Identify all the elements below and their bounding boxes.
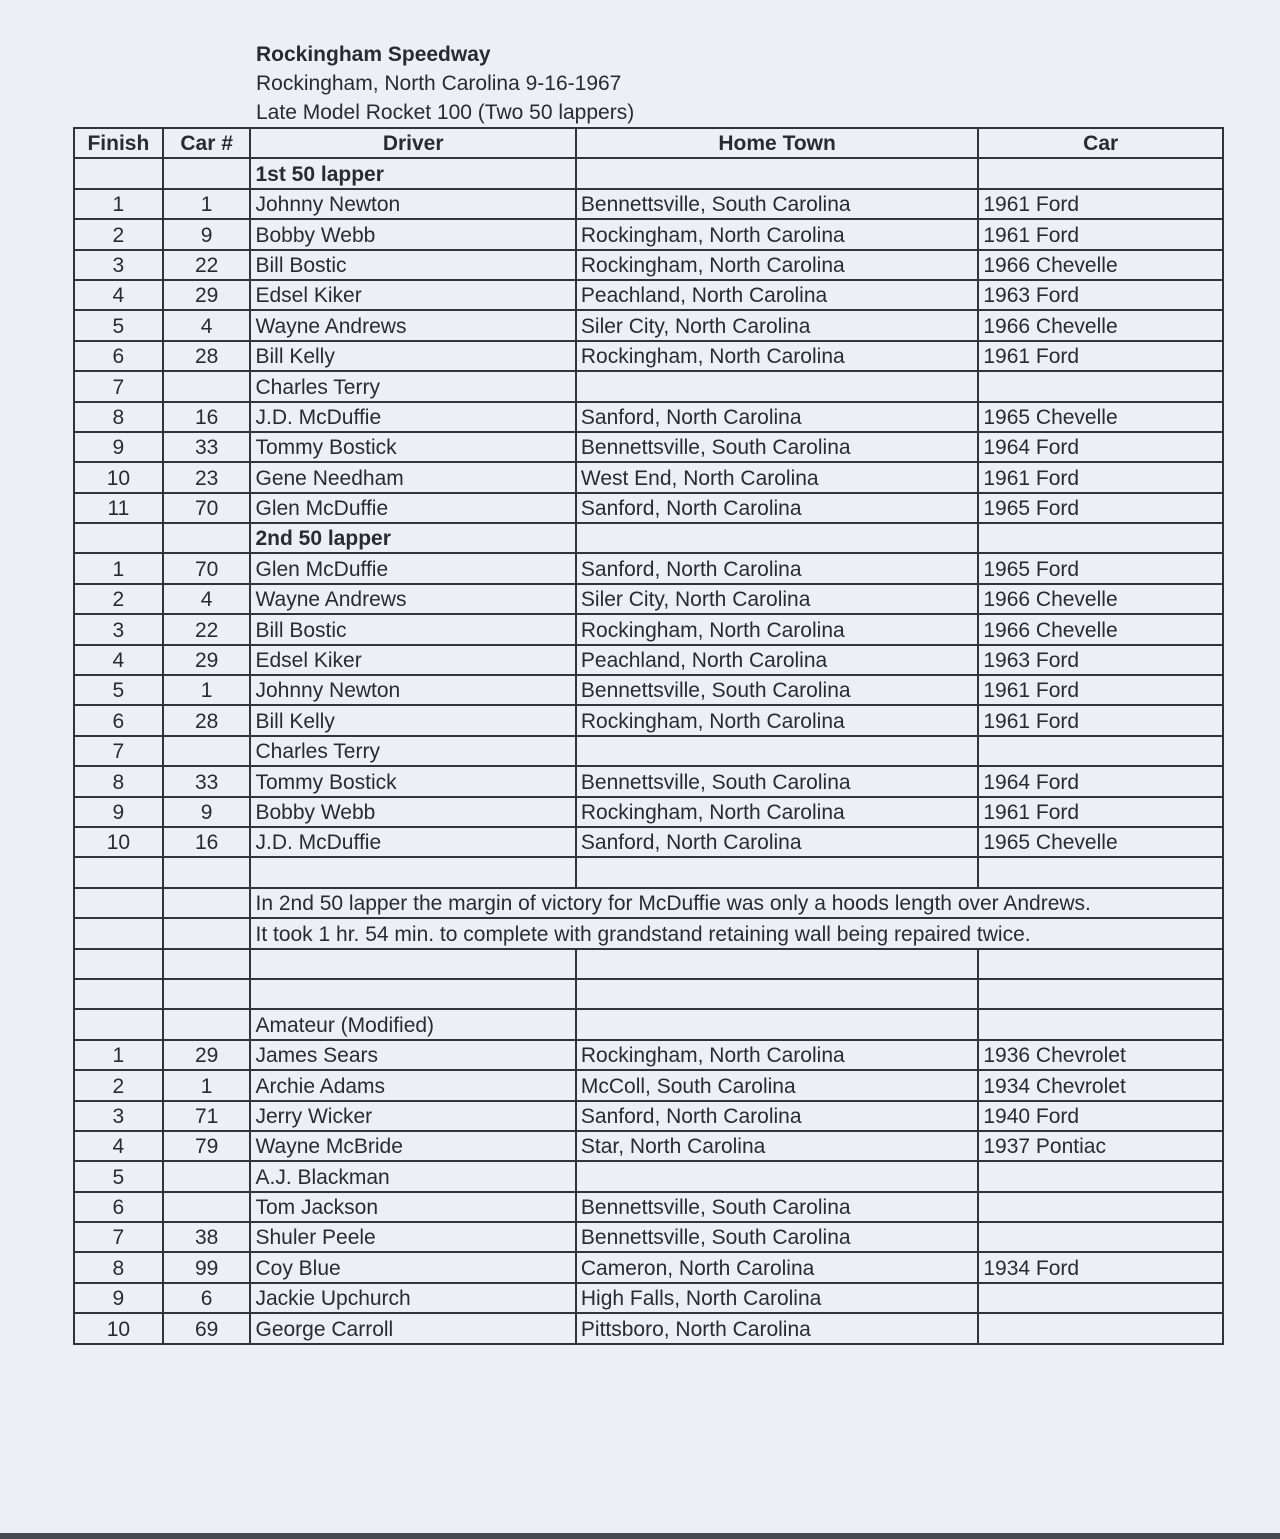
table-row	[74, 1040, 1223, 1070]
driver-cell: Bill Bostic	[250, 614, 575, 644]
home-town-cell: Peachland, North Carolina	[576, 645, 978, 675]
finish-cell: 8	[74, 402, 163, 432]
driver-cell: Tom Jackson	[250, 1192, 575, 1222]
car-number-cell: 71	[163, 1101, 251, 1131]
car-number-cell: 1	[163, 189, 251, 219]
finish-cell: 9	[74, 432, 163, 462]
empty-cell	[163, 979, 251, 1009]
finish-cell: 11	[74, 493, 163, 523]
column-header-finish: Finish	[74, 128, 163, 158]
finish-cell: 9	[74, 1283, 163, 1313]
finish-cell: 8	[74, 766, 163, 796]
car-number-cell: 22	[163, 614, 251, 644]
empty-cell	[74, 949, 163, 979]
table-row	[74, 705, 1223, 735]
car-number-cell: 23	[163, 462, 251, 492]
empty-cell	[978, 857, 1223, 887]
section-row	[74, 158, 1223, 188]
home-town-cell: Bennettsville, South Carolina	[576, 432, 978, 462]
empty-cell	[74, 918, 163, 948]
car-cell: 1964 Ford	[978, 432, 1223, 462]
table-row	[74, 219, 1223, 249]
driver-cell: Bobby Webb	[250, 219, 575, 249]
empty-cell	[978, 979, 1223, 1009]
column-header-home-town: Home Town	[576, 128, 978, 158]
empty-cell	[250, 857, 575, 887]
table-row	[74, 1252, 1223, 1282]
table-row	[74, 1161, 1223, 1191]
car-cell: 1961 Ford	[978, 462, 1223, 492]
car-number-cell: 9	[163, 797, 251, 827]
finish-cell: 4	[74, 1131, 163, 1161]
car-number-cell: 6	[163, 1283, 251, 1313]
home-town-cell: Rockingham, North Carolina	[576, 341, 978, 371]
car-cell: 1961 Ford	[978, 675, 1223, 705]
finish-cell: 5	[74, 675, 163, 705]
driver-cell: Glen McDuffie	[250, 553, 575, 583]
home-town-cell: Bennettsville, South Carolina	[576, 675, 978, 705]
empty-cell	[978, 523, 1223, 553]
location-date: Rockingham, North Carolina 9-16-1967	[256, 72, 622, 95]
table-row	[74, 280, 1223, 310]
home-town-cell: Peachland, North Carolina	[576, 280, 978, 310]
car-number-cell: 33	[163, 432, 251, 462]
finish-cell: 6	[74, 341, 163, 371]
car-number-cell: 70	[163, 553, 251, 583]
finish-cell: 9	[74, 797, 163, 827]
finish-cell: 3	[74, 1101, 163, 1131]
driver-cell: A.J. Blackman	[250, 1161, 575, 1191]
empty-cell	[163, 918, 251, 948]
document-header	[256, 40, 634, 127]
finish-cell: 2	[74, 219, 163, 249]
finish-cell: 5	[74, 1161, 163, 1191]
car-number-cell	[163, 1161, 251, 1191]
car-cell: 1965 Ford	[978, 493, 1223, 523]
driver-cell: Charles Terry	[250, 371, 575, 401]
empty-cell	[163, 888, 251, 918]
car-cell	[978, 736, 1223, 766]
table-row	[74, 1313, 1223, 1343]
driver-cell: Edsel Kiker	[250, 645, 575, 675]
driver-cell: J.D. McDuffie	[250, 402, 575, 432]
car-cell	[978, 1161, 1223, 1191]
empty-cell	[576, 979, 978, 1009]
finish-cell: 4	[74, 645, 163, 675]
table-row	[74, 250, 1223, 280]
finish-cell: 7	[74, 371, 163, 401]
column-header-car: Car	[978, 128, 1223, 158]
table-row	[74, 614, 1223, 644]
section-label: 2nd 50 lapper	[250, 523, 575, 553]
driver-cell: Edsel Kiker	[250, 280, 575, 310]
driver-cell: Shuler Peele	[250, 1222, 575, 1252]
note-row	[74, 918, 1223, 948]
car-number-cell: 4	[163, 310, 251, 340]
driver-cell: Wayne Andrews	[250, 584, 575, 614]
empty-cell	[250, 949, 575, 979]
car-number-cell: 22	[163, 250, 251, 280]
car-cell: 1961 Ford	[978, 705, 1223, 735]
driver-cell: Jerry Wicker	[250, 1101, 575, 1131]
car-cell: 1963 Ford	[978, 280, 1223, 310]
finish-cell: 7	[74, 1222, 163, 1252]
table-row	[74, 1222, 1223, 1252]
driver-cell: Glen McDuffie	[250, 493, 575, 523]
home-town-cell: Sanford, North Carolina	[576, 1101, 978, 1131]
table-row	[74, 797, 1223, 827]
driver-cell: Wayne Andrews	[250, 310, 575, 340]
blank-row	[74, 949, 1223, 979]
car-cell: 1961 Ford	[978, 189, 1223, 219]
car-number-cell: 16	[163, 402, 251, 432]
blank-row	[74, 857, 1223, 887]
empty-cell	[978, 1009, 1223, 1039]
car-number-cell: 29	[163, 1040, 251, 1070]
driver-cell: Wayne McBride	[250, 1131, 575, 1161]
column-header-driver: Driver	[250, 128, 575, 158]
home-town-cell: Siler City, North Carolina	[576, 310, 978, 340]
car-number-cell: 1	[163, 675, 251, 705]
empty-cell	[163, 158, 251, 188]
car-cell	[978, 1192, 1223, 1222]
car-number-cell: 29	[163, 645, 251, 675]
home-town-cell	[576, 1161, 978, 1191]
car-cell: 1964 Ford	[978, 766, 1223, 796]
finish-cell: 3	[74, 250, 163, 280]
car-cell: 1961 Ford	[978, 341, 1223, 371]
car-number-cell: 38	[163, 1222, 251, 1252]
section-row	[74, 1009, 1223, 1039]
empty-cell	[576, 949, 978, 979]
car-cell: 1936 Chevrolet	[978, 1040, 1223, 1070]
car-cell: 1966 Chevelle	[978, 584, 1223, 614]
car-cell: 1961 Ford	[978, 219, 1223, 249]
finish-cell: 10	[74, 827, 163, 857]
driver-cell: Charles Terry	[250, 736, 575, 766]
home-town-cell: Sanford, North Carolina	[576, 493, 978, 523]
driver-cell: Tommy Bostick	[250, 766, 575, 796]
car-cell	[978, 1222, 1223, 1252]
table-row	[74, 584, 1223, 614]
home-town-cell: Rockingham, North Carolina	[576, 1040, 978, 1070]
column-header-car-number: Car #	[163, 128, 251, 158]
home-town-cell: Rockingham, North Carolina	[576, 614, 978, 644]
home-town-cell: Bennettsville, South Carolina	[576, 766, 978, 796]
finish-cell: 7	[74, 736, 163, 766]
finish-cell: 1	[74, 1040, 163, 1070]
driver-cell: Johnny Newton	[250, 189, 575, 219]
home-town-cell: Rockingham, North Carolina	[576, 705, 978, 735]
home-town-cell	[576, 371, 978, 401]
home-town-cell: West End, North Carolina	[576, 462, 978, 492]
driver-cell: Johnny Newton	[250, 675, 575, 705]
home-town-cell: Bennettsville, South Carolina	[576, 1222, 978, 1252]
car-number-cell: 33	[163, 766, 251, 796]
empty-cell	[74, 888, 163, 918]
empty-cell	[576, 158, 978, 188]
finish-cell: 10	[74, 462, 163, 492]
car-number-cell: 28	[163, 705, 251, 735]
home-town-cell: McColl, South Carolina	[576, 1070, 978, 1100]
car-cell: 1934 Chevrolet	[978, 1070, 1223, 1100]
table-row	[74, 402, 1223, 432]
table-row	[74, 493, 1223, 523]
finish-cell: 6	[74, 1192, 163, 1222]
car-number-cell: 79	[163, 1131, 251, 1161]
finish-cell: 6	[74, 705, 163, 735]
note-row	[74, 888, 1223, 918]
finish-cell: 3	[74, 614, 163, 644]
car-cell: 1940 Ford	[978, 1101, 1223, 1131]
section-label: Amateur (Modified)	[250, 1009, 575, 1039]
results-table	[73, 127, 1224, 1345]
table-row	[74, 553, 1223, 583]
car-number-cell	[163, 1192, 251, 1222]
empty-cell	[576, 523, 978, 553]
empty-cell	[74, 857, 163, 887]
driver-cell: Bobby Webb	[250, 797, 575, 827]
finish-cell: 10	[74, 1313, 163, 1343]
empty-cell	[576, 857, 978, 887]
section-row	[74, 523, 1223, 553]
finish-cell: 2	[74, 1070, 163, 1100]
home-town-cell: Bennettsville, South Carolina	[576, 1192, 978, 1222]
table-row	[74, 1131, 1223, 1161]
car-cell: 1937 Pontiac	[978, 1131, 1223, 1161]
table-row	[74, 675, 1223, 705]
car-number-cell	[163, 371, 251, 401]
table-row	[74, 462, 1223, 492]
car-number-cell: 29	[163, 280, 251, 310]
car-cell	[978, 1283, 1223, 1313]
empty-cell	[74, 158, 163, 188]
home-town-cell: Rockingham, North Carolina	[576, 219, 978, 249]
home-town-cell: Sanford, North Carolina	[576, 553, 978, 583]
section-label: 1st 50 lapper	[250, 158, 575, 188]
table-row	[74, 1283, 1223, 1313]
blank-row	[74, 979, 1223, 1009]
car-number-cell: 69	[163, 1313, 251, 1343]
table-row	[74, 341, 1223, 371]
car-number-cell: 99	[163, 1252, 251, 1282]
finish-cell: 5	[74, 310, 163, 340]
driver-cell: Jackie Upchurch	[250, 1283, 575, 1313]
car-cell: 1966 Chevelle	[978, 310, 1223, 340]
car-cell	[978, 1313, 1223, 1343]
table-row	[74, 736, 1223, 766]
note-text: In 2nd 50 lapper the margin of victory for McDuffie was only a hoods length over Andrews.	[250, 888, 1223, 918]
car-number-cell: 4	[163, 584, 251, 614]
car-cell: 1963 Ford	[978, 645, 1223, 675]
table-row	[74, 310, 1223, 340]
bottom-edge-bar	[0, 1533, 1280, 1539]
home-town-cell: Sanford, North Carolina	[576, 827, 978, 857]
car-number-cell: 16	[163, 827, 251, 857]
empty-cell	[163, 1009, 251, 1039]
finish-cell: 1	[74, 189, 163, 219]
finish-cell: 4	[74, 280, 163, 310]
car-cell: 1965 Ford	[978, 553, 1223, 583]
empty-cell	[74, 979, 163, 1009]
car-cell: 1961 Ford	[978, 797, 1223, 827]
driver-cell: Bill Kelly	[250, 705, 575, 735]
table-row	[74, 189, 1223, 219]
car-number-cell: 1	[163, 1070, 251, 1100]
empty-cell	[163, 949, 251, 979]
table-row	[74, 645, 1223, 675]
table-row	[74, 766, 1223, 796]
car-cell: 1965 Chevelle	[978, 402, 1223, 432]
empty-cell	[163, 857, 251, 887]
car-number-cell	[163, 736, 251, 766]
empty-cell	[163, 523, 251, 553]
document-title: Rockingham Speedway	[256, 43, 491, 66]
note-text: It took 1 hr. 54 min. to complete with grandstand retaining wall being repaired twice.	[250, 918, 1223, 948]
empty-cell	[978, 949, 1223, 979]
driver-cell: James Sears	[250, 1040, 575, 1070]
home-town-cell: Star, North Carolina	[576, 1131, 978, 1161]
empty-cell	[978, 158, 1223, 188]
home-town-cell: Sanford, North Carolina	[576, 402, 978, 432]
home-town-cell: Siler City, North Carolina	[576, 584, 978, 614]
table-body	[74, 158, 1223, 1343]
home-town-cell	[576, 736, 978, 766]
event-name: Late Model Rocket 100 (Two 50 lappers)	[256, 101, 635, 124]
table-row	[74, 1070, 1223, 1100]
car-cell: 1934 Ford	[978, 1252, 1223, 1282]
empty-cell	[74, 523, 163, 553]
driver-cell: Bill Bostic	[250, 250, 575, 280]
car-number-cell: 9	[163, 219, 251, 249]
finish-cell: 8	[74, 1252, 163, 1282]
table-row	[74, 1192, 1223, 1222]
table-row	[74, 1101, 1223, 1131]
table-row	[74, 432, 1223, 462]
finish-cell: 1	[74, 553, 163, 583]
home-town-cell: High Falls, North Carolina	[576, 1283, 978, 1313]
car-cell: 1966 Chevelle	[978, 250, 1223, 280]
driver-cell: Gene Needham	[250, 462, 575, 492]
car-cell: 1965 Chevelle	[978, 827, 1223, 857]
car-number-cell: 28	[163, 341, 251, 371]
table-row	[74, 371, 1223, 401]
home-town-cell: Bennettsville, South Carolina	[576, 189, 978, 219]
car-number-cell: 70	[163, 493, 251, 523]
driver-cell: Bill Kelly	[250, 341, 575, 371]
empty-cell	[74, 1009, 163, 1039]
car-cell: 1966 Chevelle	[978, 614, 1223, 644]
finish-cell: 2	[74, 584, 163, 614]
car-cell	[978, 371, 1223, 401]
home-town-cell: Rockingham, North Carolina	[576, 797, 978, 827]
driver-cell: Coy Blue	[250, 1252, 575, 1282]
driver-cell: Archie Adams	[250, 1070, 575, 1100]
home-town-cell: Pittsboro, North Carolina	[576, 1313, 978, 1343]
empty-cell	[576, 1009, 978, 1039]
driver-cell: George Carroll	[250, 1313, 575, 1343]
home-town-cell: Cameron, North Carolina	[576, 1252, 978, 1282]
table-header-row	[74, 128, 1223, 158]
driver-cell: J.D. McDuffie	[250, 827, 575, 857]
home-town-cell: Rockingham, North Carolina	[576, 250, 978, 280]
table-row	[74, 827, 1223, 857]
driver-cell: Tommy Bostick	[250, 432, 575, 462]
empty-cell	[250, 979, 575, 1009]
